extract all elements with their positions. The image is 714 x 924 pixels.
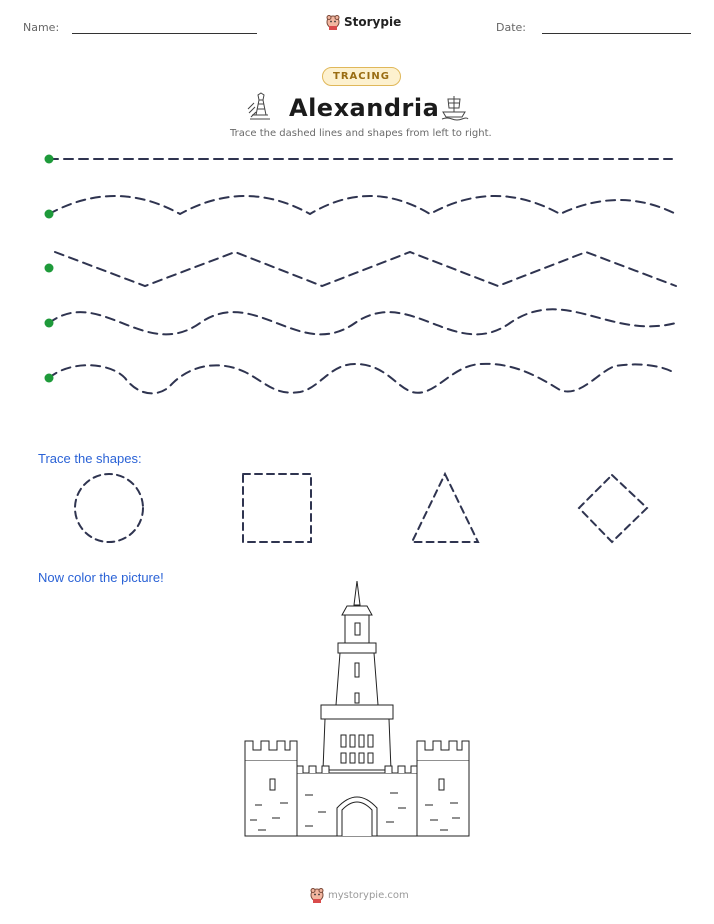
start-dot <box>45 210 54 219</box>
tracing-shapes <box>0 465 714 555</box>
name-label: Name: <box>23 21 60 34</box>
date-label: Date: <box>496 21 526 34</box>
trace-triangle[interactable] <box>412 474 478 542</box>
trace-line-bumps[interactable] <box>49 364 676 394</box>
lighthouse-of-alexandria-drawing <box>240 578 474 840</box>
trace-square[interactable] <box>243 474 311 542</box>
footer <box>310 887 409 903</box>
trace-circle[interactable] <box>75 474 143 542</box>
trace-line-wave[interactable] <box>49 309 676 334</box>
start-dot <box>45 155 54 164</box>
start-dot <box>45 264 54 273</box>
tracing-lines <box>0 0 714 420</box>
storypie-mascot-icon <box>310 887 324 903</box>
tracing-badge: TRACING <box>322 67 401 86</box>
brand-name: Storypie <box>344 15 402 29</box>
start-dot <box>45 374 54 383</box>
trace-line-arc[interactable] <box>49 196 676 214</box>
footer-url[interactable]: mystorypie.com <box>328 889 409 901</box>
color-heading: Now color the picture! <box>38 570 164 585</box>
instructions: Trace the dashed lines and shapes from left to right. <box>230 128 492 139</box>
shapes-heading: Trace the shapes: <box>38 451 142 466</box>
trace-line-zigzag[interactable] <box>55 252 676 286</box>
start-dot <box>45 319 54 328</box>
trace-diamond[interactable] <box>579 475 647 542</box>
page-title: Alexandria <box>289 94 440 122</box>
